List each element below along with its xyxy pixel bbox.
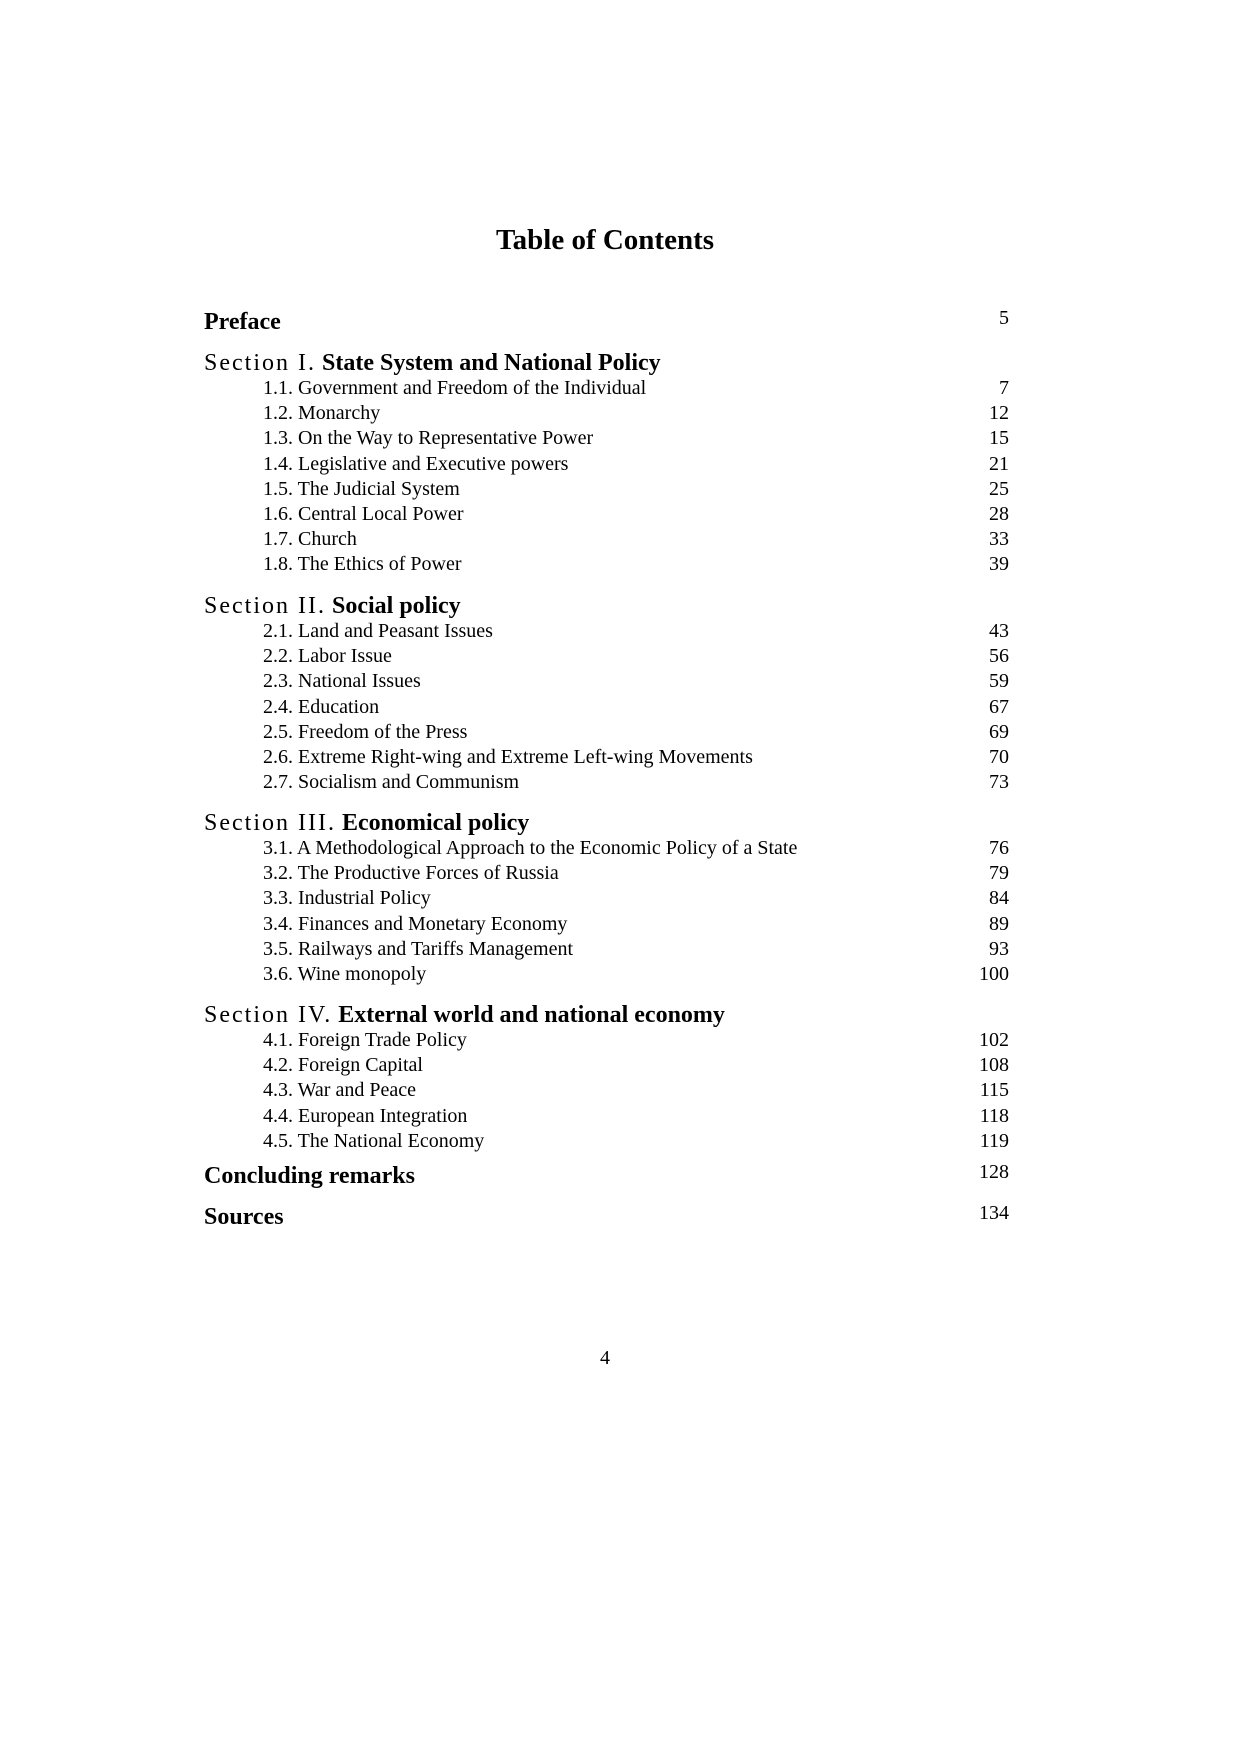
toc-entry-title: 2.2. Labor Issue [263, 645, 392, 668]
toc-sources-page: 134 [979, 1202, 1009, 1224]
toc-entry-title: 3.1. A Methodological Approach to the Economic Policy of a State [263, 837, 798, 859]
toc-entry-title: 3.2. The Productive Forces of Russia [263, 862, 559, 885]
section-3-entries [263, 837, 1009, 988]
toc-entry-title: 3.4. Finances and Monetary Economy [263, 912, 568, 935]
toc-entry-title: 2.6. Extreme Right-wing and Extreme Left-wing Movements [263, 745, 753, 768]
toc-entry[interactable] [263, 377, 1009, 402]
toc-entry-page: 100 [979, 962, 1009, 985]
toc-entry-title: 1.7. Church [263, 528, 357, 551]
toc-entry[interactable] [263, 963, 1009, 988]
toc-entry-title: 2.5. Freedom of the Press [263, 720, 468, 743]
toc-entry-page: 84 [989, 887, 1009, 910]
toc-entry[interactable] [263, 453, 1009, 478]
toc-entry[interactable] [263, 528, 1009, 553]
toc-entry-page: 59 [989, 670, 1009, 693]
toc-entry[interactable] [263, 837, 1009, 862]
toc-entry[interactable] [263, 721, 1009, 746]
toc-entry[interactable] [263, 913, 1009, 938]
toc-entry-title: 2.7. Socialism and Communism [263, 771, 520, 794]
section-heading-4 [204, 1002, 725, 1029]
section-heading-1 [204, 350, 661, 377]
toc-entry-page: 39 [989, 553, 1009, 576]
section-name: State System and National Policy [321, 350, 661, 376]
toc-entry-page: 21 [989, 452, 1009, 475]
toc-entry-page: 118 [979, 1104, 1009, 1127]
section-name: Economical policy [341, 810, 530, 836]
toc-entry[interactable] [263, 670, 1009, 695]
toc-entry-title: 4.4. European Integration [263, 1104, 468, 1127]
section-2-entries [263, 620, 1009, 796]
toc-entry[interactable] [263, 887, 1009, 912]
toc-entry-title: 4.2. Foreign Capital [263, 1054, 423, 1077]
toc-concluding-page: 128 [979, 1161, 1009, 1183]
toc-entry-page: 76 [989, 837, 1009, 859]
toc-entry[interactable] [263, 1079, 1009, 1104]
toc-entry-page: 12 [989, 402, 1009, 425]
toc-entry-page: 79 [989, 862, 1009, 885]
toc-entry-title: 4.1. Foreign Trade Policy [263, 1029, 467, 1051]
page-number: 4 [600, 1347, 610, 1369]
toc-entry-title: 2.4. Education [263, 695, 380, 718]
toc-preface-page: 5 [999, 307, 1009, 329]
toc-entry[interactable] [263, 696, 1009, 721]
section-prefix: Section IV. [204, 1002, 333, 1028]
toc-entry-title: 1.1. Government and Freedom of the Individual [263, 377, 647, 399]
toc-entry-page: 115 [979, 1079, 1009, 1102]
toc-entry-title: 2.1. Land and Peasant Issues [263, 620, 493, 642]
toc-entry[interactable] [263, 503, 1009, 528]
toc-entry-page: 108 [979, 1054, 1009, 1077]
toc-entry[interactable] [263, 1029, 1009, 1054]
toc-concluding-label: Concluding remarks [204, 1163, 415, 1189]
toc-entry-page: 28 [989, 502, 1009, 525]
toc-entry-page: 73 [989, 771, 1009, 794]
toc-entry-page: 25 [989, 477, 1009, 500]
section-4-entries [263, 1029, 1009, 1155]
toc-entry-title: 3.5. Railways and Tariffs Management [263, 937, 574, 960]
toc-entry[interactable] [263, 1054, 1009, 1079]
toc-entry[interactable] [263, 478, 1009, 503]
page-title: Table of Contents [495, 224, 715, 256]
toc-preface[interactable] [204, 309, 1009, 343]
toc-entry-page: 33 [989, 528, 1009, 551]
toc-entry-title: 1.2. Monarchy [263, 402, 381, 425]
toc-entry-title: 1.5. The Judicial System [263, 477, 460, 500]
toc-entry-title: 4.5. The National Economy [263, 1129, 485, 1152]
toc-entry-title: 2.3. National Issues [263, 670, 421, 693]
toc-entry-page: 56 [989, 645, 1009, 668]
toc-entry[interactable] [263, 427, 1009, 452]
toc-entry-title: 1.4. Legislative and Executive powers [263, 452, 569, 475]
toc-entry[interactable] [263, 1105, 1009, 1130]
toc-entry-title: 3.6. Wine monopoly [263, 962, 427, 985]
toc-entry[interactable] [263, 645, 1009, 670]
toc-entry[interactable] [263, 402, 1009, 427]
toc-entry-title: 4.3. War and Peace [263, 1079, 416, 1102]
toc-entry-page: 93 [989, 937, 1009, 960]
toc-entry[interactable] [263, 746, 1009, 771]
toc-entry-title: 1.8. The Ethics of Power [263, 553, 462, 576]
toc-concluding-remarks[interactable] [204, 1163, 1009, 1197]
toc-entry[interactable] [263, 553, 1009, 578]
toc-entry[interactable] [263, 620, 1009, 645]
toc-entry-title: 1.6. Central Local Power [263, 502, 464, 525]
section-name: External world and national economy [338, 1002, 725, 1028]
section-heading-3 [204, 810, 529, 837]
toc-entry-page: 70 [989, 745, 1009, 768]
toc-entry-page: 119 [979, 1129, 1009, 1152]
toc-entry[interactable] [263, 862, 1009, 887]
toc-sources[interactable] [204, 1204, 1009, 1238]
toc-entry-title: 3.3. Industrial Policy [263, 887, 431, 910]
toc-entry[interactable] [263, 771, 1009, 796]
toc-sources-label: Sources [204, 1204, 284, 1230]
toc-entry-title: 1.3. On the Way to Representative Power [263, 427, 594, 450]
toc-entry[interactable] [263, 938, 1009, 963]
toc-entry-page: 89 [989, 912, 1009, 935]
section-1-entries [263, 377, 1009, 579]
toc-entry-page: 7 [999, 377, 1009, 399]
section-prefix: Section III. [204, 810, 336, 836]
toc-entry[interactable] [263, 1130, 1009, 1155]
toc-entry-page: 15 [989, 427, 1009, 450]
section-heading-2 [204, 593, 461, 620]
toc-preface-label: Preface [204, 309, 281, 335]
toc-entry-page: 69 [989, 720, 1009, 743]
section-prefix: Section I. [204, 350, 316, 376]
toc-entry-page: 43 [989, 620, 1009, 642]
toc-entry-page: 102 [979, 1029, 1009, 1051]
section-prefix: Section II. [204, 593, 326, 619]
toc-entry-page: 67 [989, 695, 1009, 718]
section-name: Social policy [331, 593, 461, 619]
